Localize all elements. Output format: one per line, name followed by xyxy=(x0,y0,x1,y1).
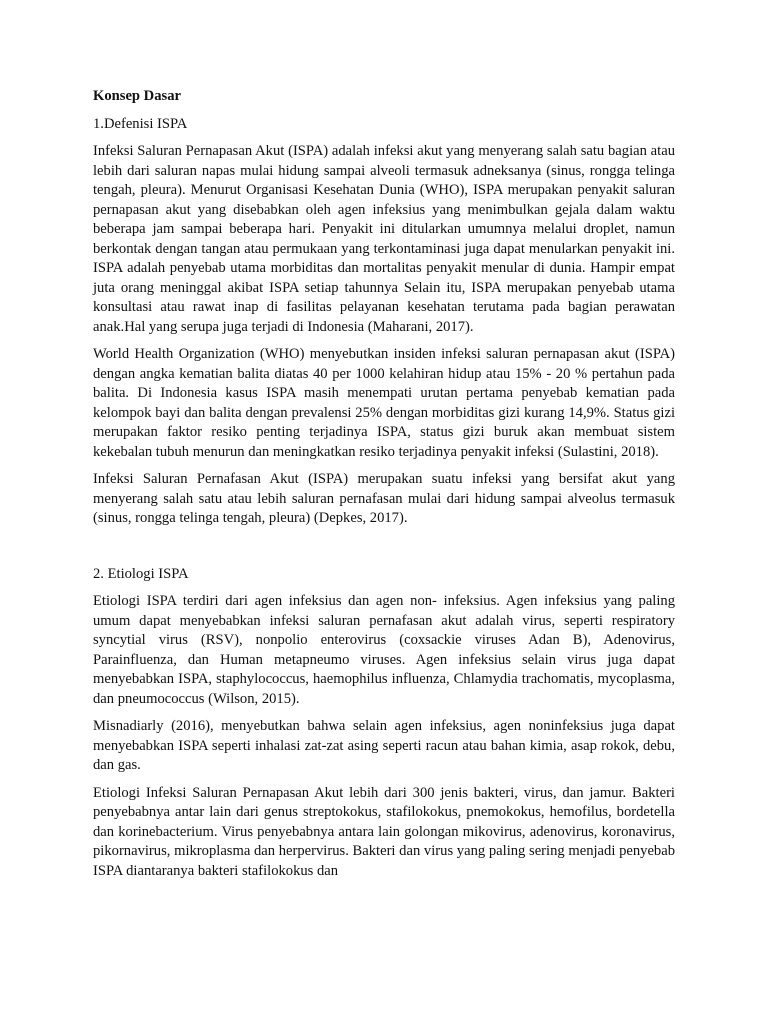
section-heading: 1.Defenisi ISPA xyxy=(93,115,188,132)
section-definition xyxy=(93,115,675,529)
paragraph: Etiologi Infeksi Saluran Pernapasan Akut lebih dari 300 jenis bakteri, virus, dan jamur. Bakteri penyebabnya antar lain dari genus streptokokus, stafilokokus, pnemokokus, hemofilus, bordetella dan korinebacterium. Virus penyebabnya antara lain golongan mikovirus, adenovirus, koronavirus, pikornavirus, mikroplasma dan herpervirus. Bakteri dan virus yang paling sering menjadi penyebab ISPA diantaranya bakteri stafilokokus dan xyxy=(93,784,675,879)
section-spacer xyxy=(93,537,675,565)
section-heading: 2. Etiologi ISPA xyxy=(93,565,189,582)
document-title: Konsep Dasar xyxy=(93,88,181,104)
paragraph: Misnadiarly (2016), menyebutkan bahwa selain agen infeksius, agen noninfeksius juga dapat menyebabkan ISPA seperti inhalasi zat-zat asing seperti racun atau bahan kimia, asap rokok, debu, dan gas. xyxy=(93,718,675,773)
paragraph: Infeksi Saluran Pernafasan Akut (ISPA) merupakan suatu infeksi yang bersifat akut yang menyerang salah satu atau lebih saluran pernafasan mulai dari hidung sampai alveolus termasuk (sinus, rongga telinga tengah, pleura) (Depkes, 2017). xyxy=(93,471,675,526)
section-etiology xyxy=(93,565,675,882)
paragraph: World Health Organization (WHO) menyebutkan insiden infeksi saluran pernapasan akut (ISPA) dengan angka kematian balita diatas 40 per 1000 kelahiran hidup atau 15% - 20 % pertahun pada balita. Di Indonesia kasus ISPA masih menempati urutan pertama penyebab kematian pada kelompok bayi dan balita dengan prevalensi 25% dengan morbiditas gizi kurang 14,9%. Status gizi merupakan faktor resiko penting terjadinya ISPA, status gizi buruk akan membuat sistem kekebalan tubuh menurun dan meningkatkan resiko terjadinya penyakit infeksi (Sulastini, 2018). xyxy=(93,346,675,460)
paragraph: Etiologi ISPA terdiri dari agen infeksius dan agen non- infeksius. Agen infeksius yang paling umum dapat menyebabkan infeksi saluran pernafasan akut adalah virus, seperti respiratory syncytial virus (RSV), nonpolio enterovirus (coxsackie viruses Adan B), Adenovirus, Parainfluenza, dan Human metapneumo viruses. Agen infeksius selain virus juga dapat menyebabkan ISPA, staphylococcus, haemophilus influenza, Chlamydia trachomatis, mycoplasma, dan pneumococcus (Wilson, 2015). xyxy=(93,593,675,707)
document-page xyxy=(93,87,675,889)
paragraph: Infeksi Saluran Pernapasan Akut (ISPA) adalah infeksi akut yang menyerang salah satu bagian atau lebih dari saluran napas mulai hidung sampai alveoli termasuk adneksanya (sinus, rongga telinga tengah, pleura). Menurut Organisasi Kesehatan Dunia (WHO), ISPA merupakan penyakit saluran pernapasan akut yang disebabkan oleh agen infeksius yang menimbulkan gejala dalam waktu beberapa jam sampai beberapa hari. Penyakit ini ditularkan umumnya melalui droplet, namun berkontak dengan tangan atau permukaan yang terkontaminasi juga dapat menularkan penyakit ini. ISPA adalah penyebab utama morbiditas dan mortalitas penyakit menular di dunia. Hampir empat juta orang meninggal akibat ISPA setiap tahunnya Selain itu, ISPA merupakan penyebab utama konsultasi atau rawat inap di fasilitas pelayanan kesehatan terutama pada bagian perawatan anak.Hal yang serupa juga terjadi di Indonesia (Maharani, 2017). xyxy=(93,143,675,335)
